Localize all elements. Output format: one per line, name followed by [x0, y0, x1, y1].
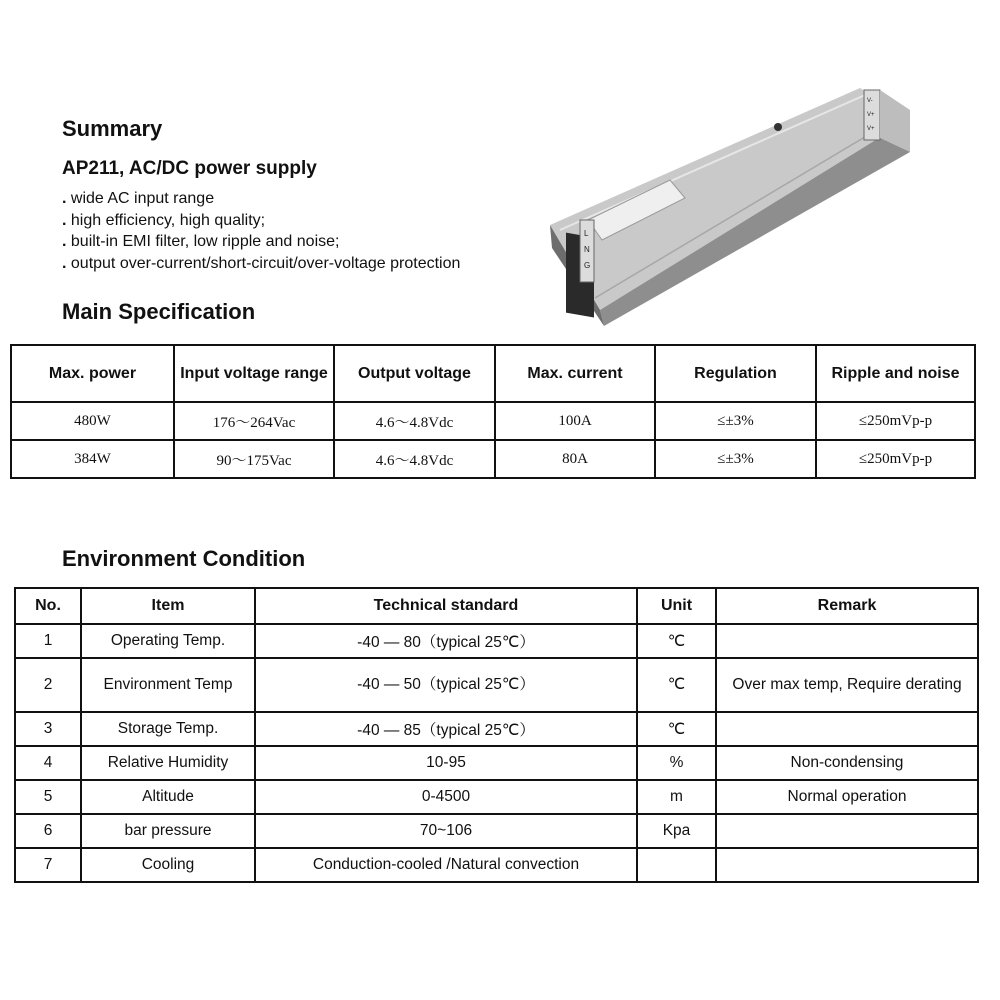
main-spec-heading: Main Specification	[62, 299, 256, 324]
svg-text:N: N	[584, 245, 590, 254]
table-cell: 10-95	[255, 746, 637, 780]
table-cell: 1	[15, 624, 81, 658]
table-cell: ≤250mVp-p	[816, 402, 975, 440]
table-cell: Cooling	[81, 848, 255, 882]
table-cell: 4	[15, 746, 81, 780]
feature-item: . built-in EMI filter, low ripple and noise;	[62, 231, 460, 253]
table-cell: 0-4500	[255, 780, 637, 814]
table-cell: 384W	[11, 440, 174, 478]
table-header-row	[11, 345, 975, 402]
table-cell: 3	[15, 712, 81, 746]
table-cell: 90～175Vac	[174, 440, 334, 478]
table-cell: Over max temp, Require derating	[716, 658, 978, 712]
table-cell: Normal operation	[716, 780, 978, 814]
table-cell: Storage Temp.	[81, 712, 255, 746]
feature-item: . wide AC input range	[62, 188, 460, 210]
table-cell: 4.6～4.8Vdc	[334, 402, 495, 440]
table-cell: 4.6～4.8Vdc	[334, 440, 495, 478]
table-cell: bar pressure	[81, 814, 255, 848]
table-cell: 7	[15, 848, 81, 882]
table-cell	[716, 814, 978, 848]
table-cell: ≤±3%	[655, 402, 816, 440]
table-cell: 5	[15, 780, 81, 814]
table-row	[15, 814, 978, 848]
table-cell: ℃	[637, 712, 716, 746]
feature-item: . output over-current/short-circuit/over-voltage protection	[62, 253, 460, 275]
table-cell: 2	[15, 658, 81, 712]
table-cell: 176～264Vac	[174, 402, 334, 440]
feature-list	[62, 188, 460, 274]
header-cell: Remark	[716, 588, 978, 624]
table-row	[15, 780, 978, 814]
header-cell: Regulation	[655, 345, 816, 402]
table-cell: ℃	[637, 624, 716, 658]
table-cell: ≤250mVp-p	[816, 440, 975, 478]
header-cell: Item	[81, 588, 255, 624]
power-supply-image	[540, 80, 920, 328]
input-terminal-block	[566, 220, 594, 318]
table-cell: 80A	[495, 440, 655, 478]
table-cell: %	[637, 746, 716, 780]
summary-heading: Summary	[62, 116, 163, 141]
svg-text:G: G	[584, 261, 591, 270]
psu-top-face	[550, 88, 908, 310]
product-name: AP211, AC/DC power supply	[62, 158, 317, 179]
table-row	[15, 658, 978, 712]
environment-heading: Environment Condition	[62, 546, 306, 571]
table-cell: -40 — 85（typical 25℃）	[255, 712, 637, 746]
table-cell	[716, 712, 978, 746]
table-cell: ≤±3%	[655, 440, 816, 478]
header-cell: No.	[15, 588, 81, 624]
main-spec-table	[10, 344, 976, 479]
table-row	[15, 746, 978, 780]
table-row	[11, 440, 975, 478]
header-cell: Unit	[637, 588, 716, 624]
table-header-row	[15, 588, 978, 624]
table-cell: 6	[15, 814, 81, 848]
table-cell: 100A	[495, 402, 655, 440]
svg-text:V+: V+	[867, 112, 875, 118]
header-cell: Max. current	[495, 345, 655, 402]
table-cell: -40 — 80（typical 25℃）	[255, 624, 637, 658]
table-cell	[637, 848, 716, 882]
table-cell: Conduction-cooled /Natural convection	[255, 848, 637, 882]
environment-table	[14, 587, 979, 883]
table-cell: Kpa	[637, 814, 716, 848]
adjust-potentiometer-icon	[774, 123, 782, 131]
table-cell: Environment Temp	[81, 658, 255, 712]
table-cell: Altitude	[81, 780, 255, 814]
table-cell: m	[637, 780, 716, 814]
table-cell: ℃	[637, 658, 716, 712]
table-cell: Operating Temp.	[81, 624, 255, 658]
header-cell: Input voltage range	[174, 345, 334, 402]
table-cell: 70~106	[255, 814, 637, 848]
header-cell: Ripple and noise	[816, 345, 975, 402]
svg-text:V-: V-	[867, 98, 873, 104]
svg-text:V+: V+	[867, 126, 875, 132]
header-cell: Output voltage	[334, 345, 495, 402]
table-row	[15, 712, 978, 746]
table-row	[15, 848, 978, 882]
table-cell: 480W	[11, 402, 174, 440]
header-cell: Max. power	[11, 345, 174, 402]
table-cell: -40 — 50（typical 25℃）	[255, 658, 637, 712]
header-cell: Technical standard	[255, 588, 637, 624]
table-cell: Non-condensing	[716, 746, 978, 780]
feature-item: . high efficiency, high quality;	[62, 210, 460, 232]
table-cell	[716, 848, 978, 882]
table-row	[11, 402, 975, 440]
table-cell: Relative Humidity	[81, 746, 255, 780]
table-cell	[716, 624, 978, 658]
svg-text:L: L	[584, 229, 589, 238]
table-row	[15, 624, 978, 658]
